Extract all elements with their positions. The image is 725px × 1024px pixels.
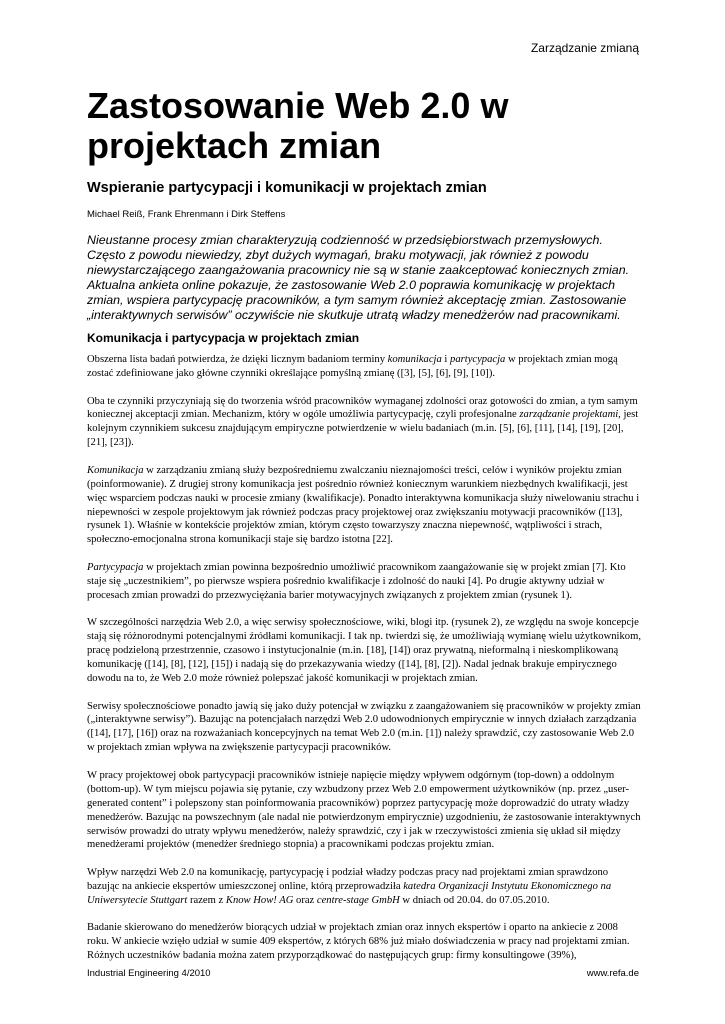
paragraph-8: Wpływ narzędzi Web 2.0 na komunikację, partycypację i podział władzy podczas pracy nad projektami zmian sprawdzono bazując na ankiecie ekspertów umieszczonej online, którą przeprowadziła katedra Organizacji Instytutu Ekonomicznego na Uniwersytecie Stuttgart razem z Know How! AG oraz centre-stage GmbH w dniach od 20.04. do 07.05.2010. bbox=[87, 867, 612, 906]
paragraph-9: Badanie skierowano do menedżerów biorących udział w projektach zmian oraz innych ekspertów i oparto na ankiecie z 2008 roku. W ankiecie wzięło udział w sumie 409 ekspertów, z których 68% już miało doświadczenia w pracy nad projektami zmian. Różnych uczestników badania można zatem przyporządkować do następujących grup: firmy konsultingowe (39%), bbox=[87, 922, 630, 962]
article-title: Zastosowanie Web 2.0 w projektach zmian bbox=[87, 85, 509, 166]
section-heading: Komunikacja i partycypacja w projektach zmian bbox=[87, 331, 360, 345]
paragraph-5: W szczególności narzędzia Web 2.0, a więc serwisy społecznościowe, wiki, blogi itp. (rysunek 2), ze względu na swoje koncepcje stają się różnorodnymi potencjalnymi źródłami komunikacji. I tak np. twierdzi się, że umożliwiają wymianę wielu użytkownikom, pracę podzieloną przestrzennie, czasowo i instytucjonalnie (m.in. [18], [14]) oraz prywatną, nieformalną i nieskomplikowaną komunikację ([14], [8], [12], [15]) i nadają się do przekazywania wiedzy ([14], [8], [2]). Nadal jednak brakuje empirycznego dowodu na to, że Web 2.0 może również polepszać jakość komunikacji w projektach zmian. bbox=[87, 617, 641, 684]
term-komunikacja: Komunikacja bbox=[87, 464, 144, 476]
paragraph-2: Oba te czynniki przyczyniają się do tworzenia wśród pracowników wymaganej zdolności oraz gotowości do zmian, a tym samym koniecznej akceptacji zmian. Mechanizm, który w ogóle umożliwia partycypację, czyli profesjonalne zarządzanie projektami, jest kolejnym czynnikiem sukcesu znajdującym empiryczne potwierdzenie w wielu badaniach (m.in. [5], [6], [11], [14], [19], [20], [21], [23]). bbox=[87, 395, 639, 449]
term-komunikacja: komunikacja bbox=[387, 354, 442, 365]
article-authors: Michael Reiß, Frank Ehrenmann i Dirk Steffens bbox=[87, 209, 286, 220]
paragraph-1: Obszerna lista badań potwierdza, że dzięki licznym badaniom terminy komunikacja i partycypacja w projektach zmian mogą zostać zdefiniowane jako główne czynniki określające pomyślną zmianę ([3], [5], [6], [9], [10]). bbox=[87, 354, 618, 379]
paragraph-4: Partycypacja w projektach zmian powinna bezpośrednio umożliwić pracownikom zaangażowanie się w projekt zmian [7]. Kto staje się „uczestnikiem”, po pierwsze wspiera pośrednio kwalifikacje i zdolność do nauki [4]. Po drugie aktywny udział w procesach zmian prowadzi do przezwyciężania barier motywacyjnych związanych z projektem zmian (rysunek 1). bbox=[87, 561, 626, 601]
article-subtitle: Wspieranie partycypacji i komunikacji w projektach zmian bbox=[87, 180, 487, 196]
term-partycypacja: Partycypacja bbox=[87, 561, 144, 573]
footer-website: www.refa.de bbox=[586, 968, 639, 979]
paragraph-7: W pracy projektowej obok partycypacji pracowników istnieje napięcie między wpływem odgórnym (top-down) a oddolnym (bottom-up). W tym miejscu pojawia się pytanie, czy wzbudzony przez Web 2.0 empowerment użytkowników (np. przez „user-generated content” i polepszony stan poinformowania pracowników) poprzez partycypację może doprowadzić do utraty władzy menedżerów. Bazując na powszechnym (ale nadal nie potwierdzonym empirycznie) uzgodnieniu, że zastosowanie interaktywnych serwisów prowadzi do utraty wpływu menedżerów, należy sprawdzić, czy i jak w rzeczywistości zmienia się układ sił między menedżerami projektów (menedżer średniego stopnia) a pracownikami podczas projektu zmian. bbox=[87, 769, 641, 851]
company-name: Know How! AG bbox=[225, 894, 294, 906]
company-name: centre-stage GmbH bbox=[316, 894, 400, 906]
paragraph-6: Serwisy społecznościowe ponadto jawią się jako duży potencjał w związku z zaangażowaniem się pracowników w projekty zmian („interaktywne serwisy”). Bazując na potencjałach narzędzi Web 2.0 udowodnionych empirycznie w innych działach zarządzania ([14], [17], [16]) oraz na rozważaniach koncepcyjnych na temat Web 2.0 (m.in. [1]) należy sprawdzić, czy zastosowanie Web 2.0 w projektach zmian wpływa na zwiększenie partycypacji pracowników. bbox=[87, 700, 641, 754]
article-lead: Nieustanne procesy zmian charakteryzują codzienność w przedsiębiorstwach przemysłowych. Często z powodu niewiedzy, zbyt dużych wymagań, braku motywacji, jak również z powodu niewystarczającego zaangażowania pracownicy nie są w stanie zaakceptować koniecznych zmian. Aktualna ankieta online pokazuje, że zastosowanie Web 2.0 poprawia komunikację w projektach zmian, wspiera partycypację pracowników, a tym samym również akceptację zmian. Zastosowanie „interaktywnych serwisów” oczywiście nie skutkuje utratą władzy menedżerów nad pracownikami. bbox=[87, 233, 630, 322]
institution-name: katedra Organizacji Instytutu Ekonomicznego na Uniwersytecie Stuttgart bbox=[87, 880, 612, 906]
term-zarzadzanie-projektami: zarządzanie projektami, bbox=[519, 409, 621, 421]
term-partycypacja: partycypacja bbox=[450, 354, 506, 365]
article-body bbox=[87, 353, 641, 977]
running-header: Zarządzanie zmianą bbox=[530, 41, 639, 55]
paragraph-3: Komunikacja w zarządzaniu zmianą służy bezpośredniemu zwalczaniu nieznajomości treści, celów i wyników projektu zmian (poinformowanie). Z drugiej strony komunikacja jest pośrednio również koniecznym warunkiem niezbędnych kwalifikacji, jest więc wsparciem podczas nauki w procesie zmiany (kwalifikacje). Ponadto interaktywna komunikacja służy niwelowaniu strachu i niepewności w zespole projektowym jak również podczas pracy projektowej oraz zwiększaniu motywacji pracowników ([13], rysunek 1). Właśnie w kontekście projektów zmian, którym często towarzyszy znaczna niepewność, wątpliwości i strach, społeczno-emocjonalna strona komunikacji staje się bardzo istotna [22]. bbox=[87, 464, 640, 546]
footer-journal: Industrial Engineering 4/2010 bbox=[87, 968, 211, 979]
